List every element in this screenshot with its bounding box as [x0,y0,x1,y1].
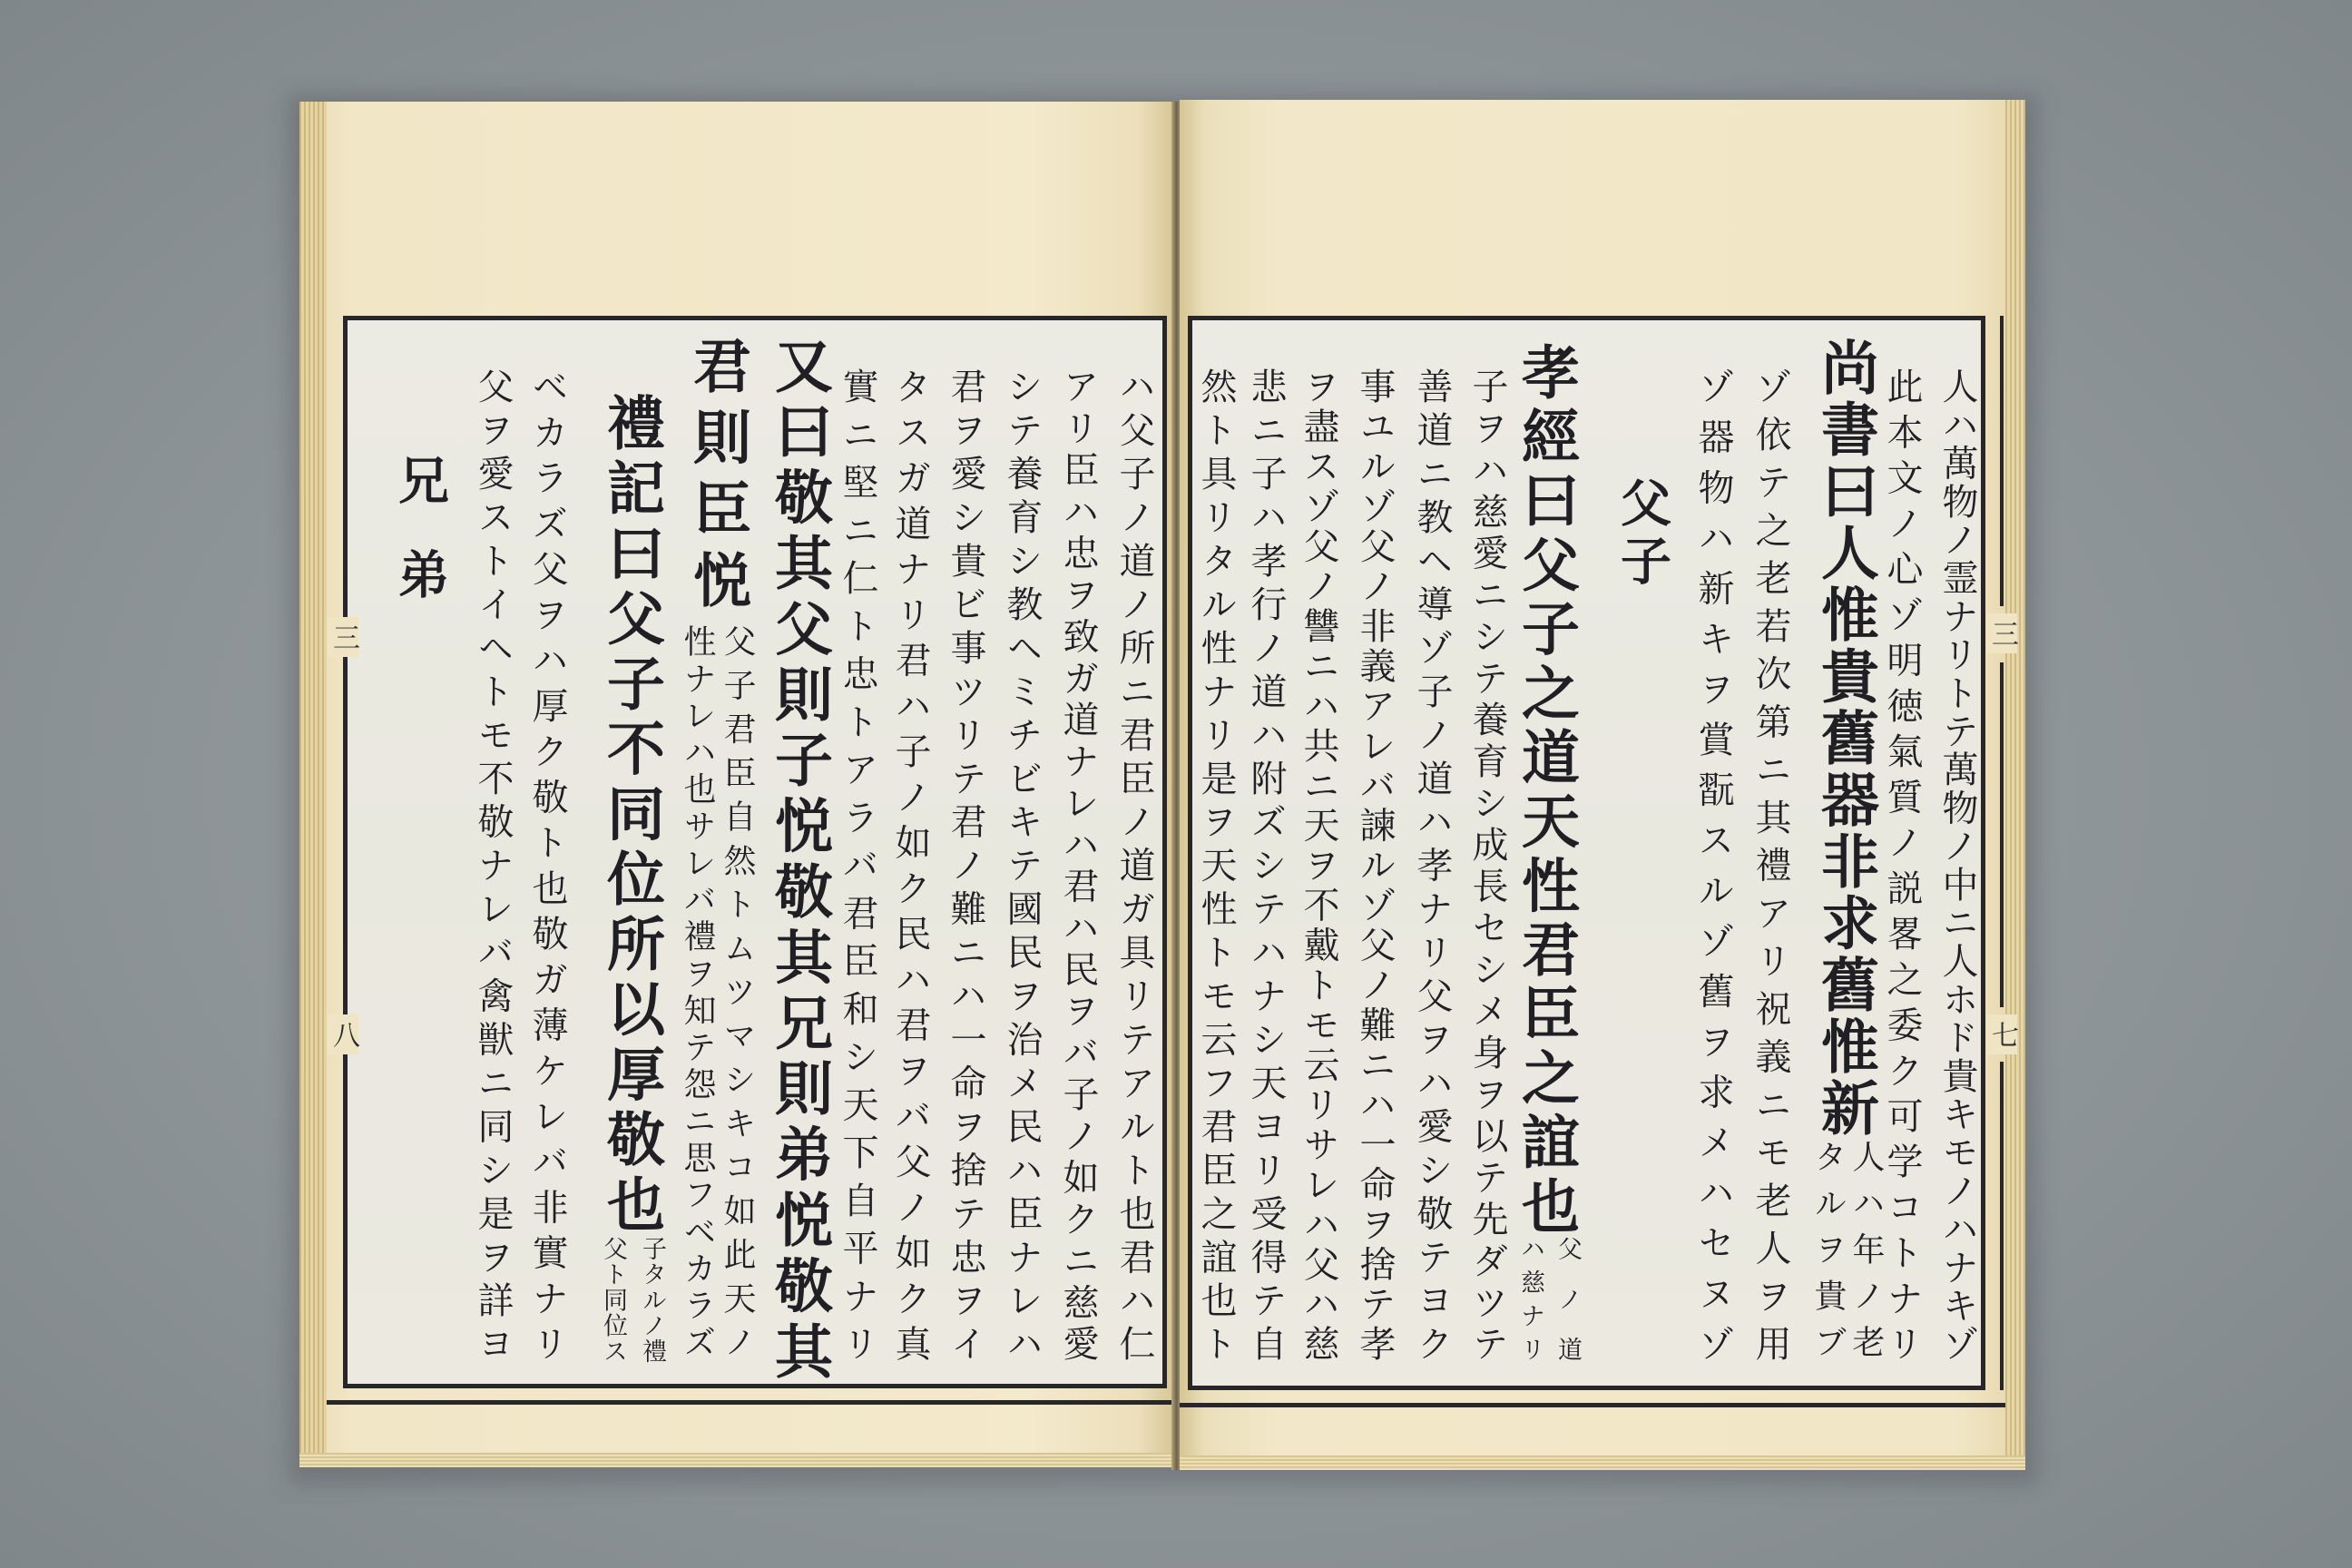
right-fold-mark-volume: 三 [1986,613,2017,653]
commentary-line: 善道ニ教ヘ導ゾ子ノ道ハ孝ナリ父ヲハ愛シ敬テヨク [1411,368,1453,1361]
left-fold-mark-volume: 三 [328,617,358,657]
interlinear-note: 父ト同位ス [599,1236,627,1363]
commentary-line: 君ヲ愛シ貴ビ事ツリテ君ノ難ニハ一命ヲ捨テ忠ヲイ [945,368,986,1361]
classic-quote-line: 孝經曰父子之道天性君臣之誼也 [1512,342,1580,1234]
interlinear-note: 父子君臣自然トムツマシキコ如此天ノ [719,624,756,1357]
right-outer-rule [2000,1062,2004,1390]
commentary-line: 此本文ノ心ゾ明徳氣質ノ説畧之委ク可学コトナリ [1881,368,1923,1361]
left-fold-mark-page: 八 [328,1014,358,1054]
right-bottom-edge [1180,1455,2025,1470]
section-heading: 父子 [1612,476,1672,585]
commentary-line: ハ父子ノ道ノ所ニ君臣ノ道ガ具リテアルト也君ハ仁 [1113,368,1155,1361]
commentary-line: 子ヲハ慈愛ニシテ養育シ成長セシメ身ヲ以テ先ダツテ [1466,368,1508,1362]
commentary-line: 實ニ堅ニ仁ト忠トアラバ君臣和シ天下自平ナリ [837,368,878,1361]
classic-quote-line: 君則臣悦 [683,336,751,608]
commentary-line: タスガ道ナリ君ハ子ノ如ク民ハ君ヲバ父ノ如ク真 [889,368,931,1362]
commentary-line: 悲ニ子ハ孝行ノ道ハ附ズシテハナシ天ヨリ受得テ自 [1245,368,1287,1361]
right-page [1180,100,2025,1470]
section-heading: 兄弟 [390,454,450,599]
right-outer-rule [2000,316,2004,606]
commentary-line: ヲ盡スゾ父ノ讐ニハ共ニ天ヲ不戴トモ云リサレハ父ハ慈 [1298,368,1339,1361]
classic-quote-line: 又曰敬其父則子悦敬其兄則弟悦敬其 [765,336,833,1379]
commentary-line: ベカラズ父ヲハ厚ク敬ト也敬ガ薄ケレバ非實ナリ [526,368,568,1361]
right-fore-edge [2005,100,2025,1470]
interlinear-note: タルヲ貴ブ [1809,1140,1847,1357]
left-page [299,102,1173,1467]
commentary-line: 父ヲ愛ストイヘトモ不敬ナレバ禽獣ニ同シ是ヲ詳ヨ [472,368,514,1361]
commentary-line: ゾ器物ハ新キヲ賞翫スルゾ舊ヲ求メハセヌゾ [1692,368,1734,1361]
right-fold-mark-page: 七 [1986,1014,2017,1054]
interlinear-note: 子タルノ禮 [638,1236,666,1363]
interlinear-note: 人ハ年ノ老 [1847,1140,1885,1357]
classic-quote-line: 禮記曰父子不同位所以厚敬也 [597,393,665,1232]
interlinear-note: 父ノ道 [1553,1236,1582,1361]
classic-quote-line: 尚書曰人惟貴舊器非求舊惟新 [1811,338,1879,1136]
left-fore-edge [299,102,327,1467]
commentary-line: 人ハ萬物ノ霊ナリトテ萬物ノ中ニ人ホド貴キモノハナキゾ [1936,368,1978,1361]
right-outer-rule [2000,662,2004,1007]
commentary-line: シテ養育シ教ヘミチビキテ國民ヲ治メ民ハ臣ナレハ [1001,368,1043,1361]
commentary-line: 然ト具リタル性ナリ是ヲ天性トモ云フ君臣之誼也ト [1195,368,1237,1361]
commentary-line: 事ユルゾ父ノ非義アレバ諫ルゾ父ノ難ニハ一命ヲ捨テ孝 [1354,368,1396,1361]
interlinear-note: 性ナレハ也サレバ禮ヲ知テ怨ニ思フベカラズ [679,624,716,1358]
right-bottom-rule [1180,1403,2005,1407]
commentary-line: アリ臣ハ忠ヲ致ガ道ナレハ君ハ民ヲバ子ノ如クニ慈愛 [1057,368,1099,1362]
left-bottom-rule [327,1400,1173,1405]
interlinear-note: ハ慈ナリ [1516,1236,1544,1361]
left-bottom-edge [299,1453,1173,1467]
commentary-line: ゾ依テ之老若次第ニ其禮アリ祝義ニモ老人ヲ用 [1749,368,1791,1361]
